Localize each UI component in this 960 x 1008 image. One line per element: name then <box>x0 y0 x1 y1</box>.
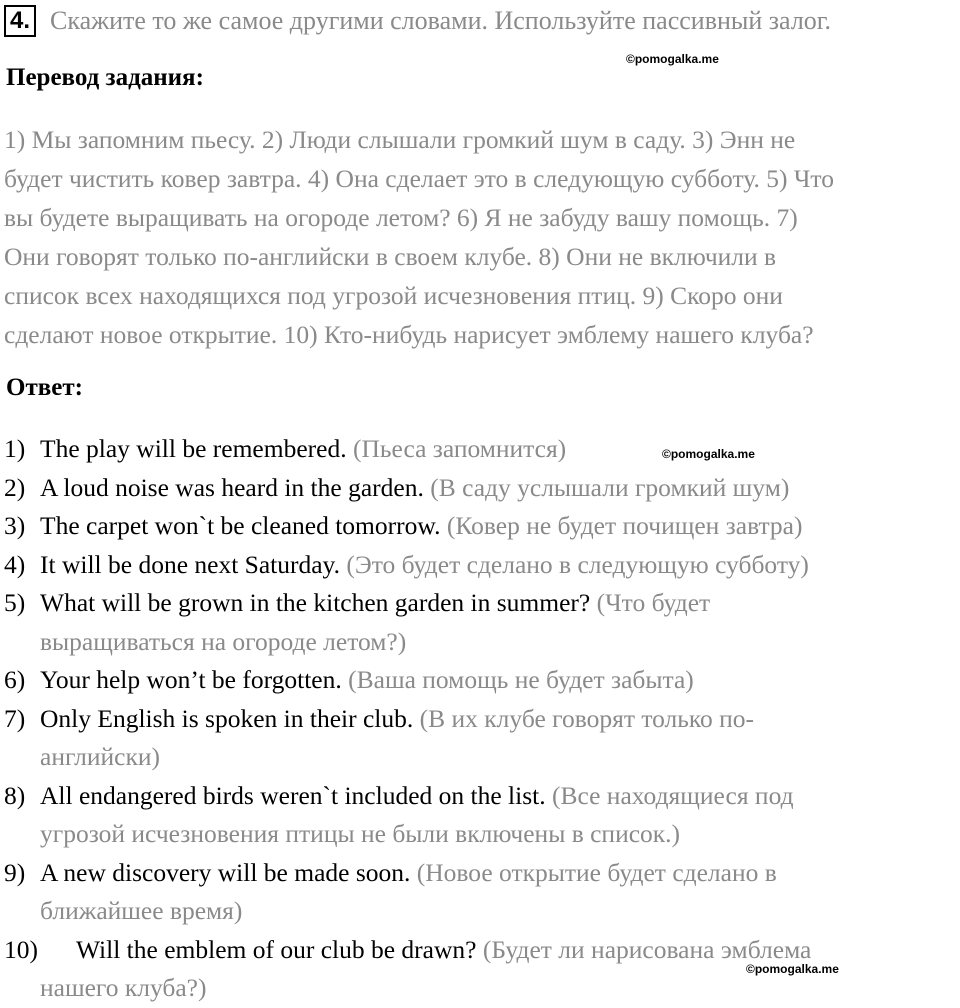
answer-number: 5) <box>4 588 26 617</box>
watermark-top: ©pomogalka.me <box>626 52 719 66</box>
answer-english: A new discovery will be made soon. <box>40 857 411 887</box>
answer-russian: (Все находящиеся под <box>551 780 794 810</box>
translation-line: Они говорят только по-английски в своем клубе. 8) Они не включили в <box>4 242 777 271</box>
answer-number: 1) <box>4 434 26 463</box>
translation-heading: Перевод задания: <box>6 64 204 91</box>
answer-item <box>4 661 956 700</box>
translation-text <box>4 120 956 354</box>
answer-number: 3) <box>4 511 26 540</box>
answer-item <box>4 854 956 931</box>
task-number: 4. <box>4 5 36 37</box>
answer-number: 9) <box>4 857 26 887</box>
answer-russian: (Ваша помощь не будет забыта) <box>348 665 694 694</box>
answer-russian-continued: английски) <box>40 742 160 771</box>
answer-russian: (В саду услышали громкий шум) <box>430 472 790 502</box>
answer-russian: (Пьеса запомнится) <box>352 434 567 463</box>
answer-russian: (Это будет сделано в следующую субботу) <box>346 549 809 579</box>
answer-english: Your help won’t be forgotten. <box>40 665 342 694</box>
answer-number: 4) <box>4 549 26 579</box>
answer-number: 10) <box>4 934 38 964</box>
answer-russian: (Будет ли нарисована эмблема <box>482 934 812 964</box>
answer-russian: (Ковер не будет почищен завтра) <box>446 511 803 540</box>
answer-number: 6) <box>4 665 26 694</box>
answer-item <box>4 584 956 661</box>
answer-item <box>4 546 956 585</box>
answer-russian: (Новое открытие будет сделано в <box>416 857 777 887</box>
answer-english: It will be done next Saturday. <box>40 549 341 579</box>
task-header <box>4 4 831 38</box>
answer-number: 8) <box>4 780 26 810</box>
watermark-middle: ©pomogalka.me <box>662 447 755 461</box>
answer-english: What will be grown in the kitchen garden in summer? <box>40 588 591 617</box>
translation-line: 1) Мы запомним пьесу. 2) Люди слышали громкий шум в саду. 3) Энн не <box>4 125 796 154</box>
answer-item <box>4 931 956 1008</box>
answer-item <box>4 469 956 508</box>
answer-heading: Ответ: <box>6 374 83 401</box>
answer-english: A loud noise was heard in the garden. <box>40 472 424 502</box>
answer-english: Only English is spoken in their club. <box>40 703 414 733</box>
answer-russian: (В их клубе говорят только по- <box>419 703 755 733</box>
watermark-bottom: ©pomogalka.me <box>746 962 839 976</box>
translation-line: вы будете выращивать на огороде летом? 6) Я не забуду вашу помощь. 7) <box>4 203 798 232</box>
translation-line: список всех находящихся под угрозой исчезновения птиц. 9) Скоро они <box>4 281 783 310</box>
answer-english: All endangered birds weren`t included on the list. <box>40 780 546 810</box>
answer-english: Will the emblem of our club be drawn? <box>76 934 477 964</box>
answer-english: The carpet won`t be cleaned tomorrow. <box>40 511 441 540</box>
answer-item <box>4 430 956 469</box>
task-instruction: Скажите то же самое другими словами. Используйте пассивный залог. <box>50 6 832 35</box>
answer-number: 2) <box>4 472 26 502</box>
answer-number: 7) <box>4 703 26 733</box>
answer-item <box>4 507 956 546</box>
translation-line: сделают новое открытие. 10) Кто-нибудь нарисует эмблему нашего клуба? <box>4 320 814 349</box>
answer-item <box>4 777 956 854</box>
answer-item <box>4 700 956 777</box>
answer-russian-continued: ближайшее время) <box>40 896 243 925</box>
translation-line: будет чистить ковер завтра. 4) Она сделает это в следующую субботу. 5) Что <box>4 164 834 193</box>
answer-english: The play will be remembered. <box>40 434 347 463</box>
answer-russian-continued: выращиваться на огороде летом?) <box>40 626 407 656</box>
answer-russian: (Что будет <box>596 588 711 617</box>
answer-russian-continued: угрозой исчезновения птицы не были включены в список.) <box>40 819 681 848</box>
answer-list <box>4 430 956 1008</box>
answer-russian-continued: нашего клуба?) <box>40 973 207 1002</box>
